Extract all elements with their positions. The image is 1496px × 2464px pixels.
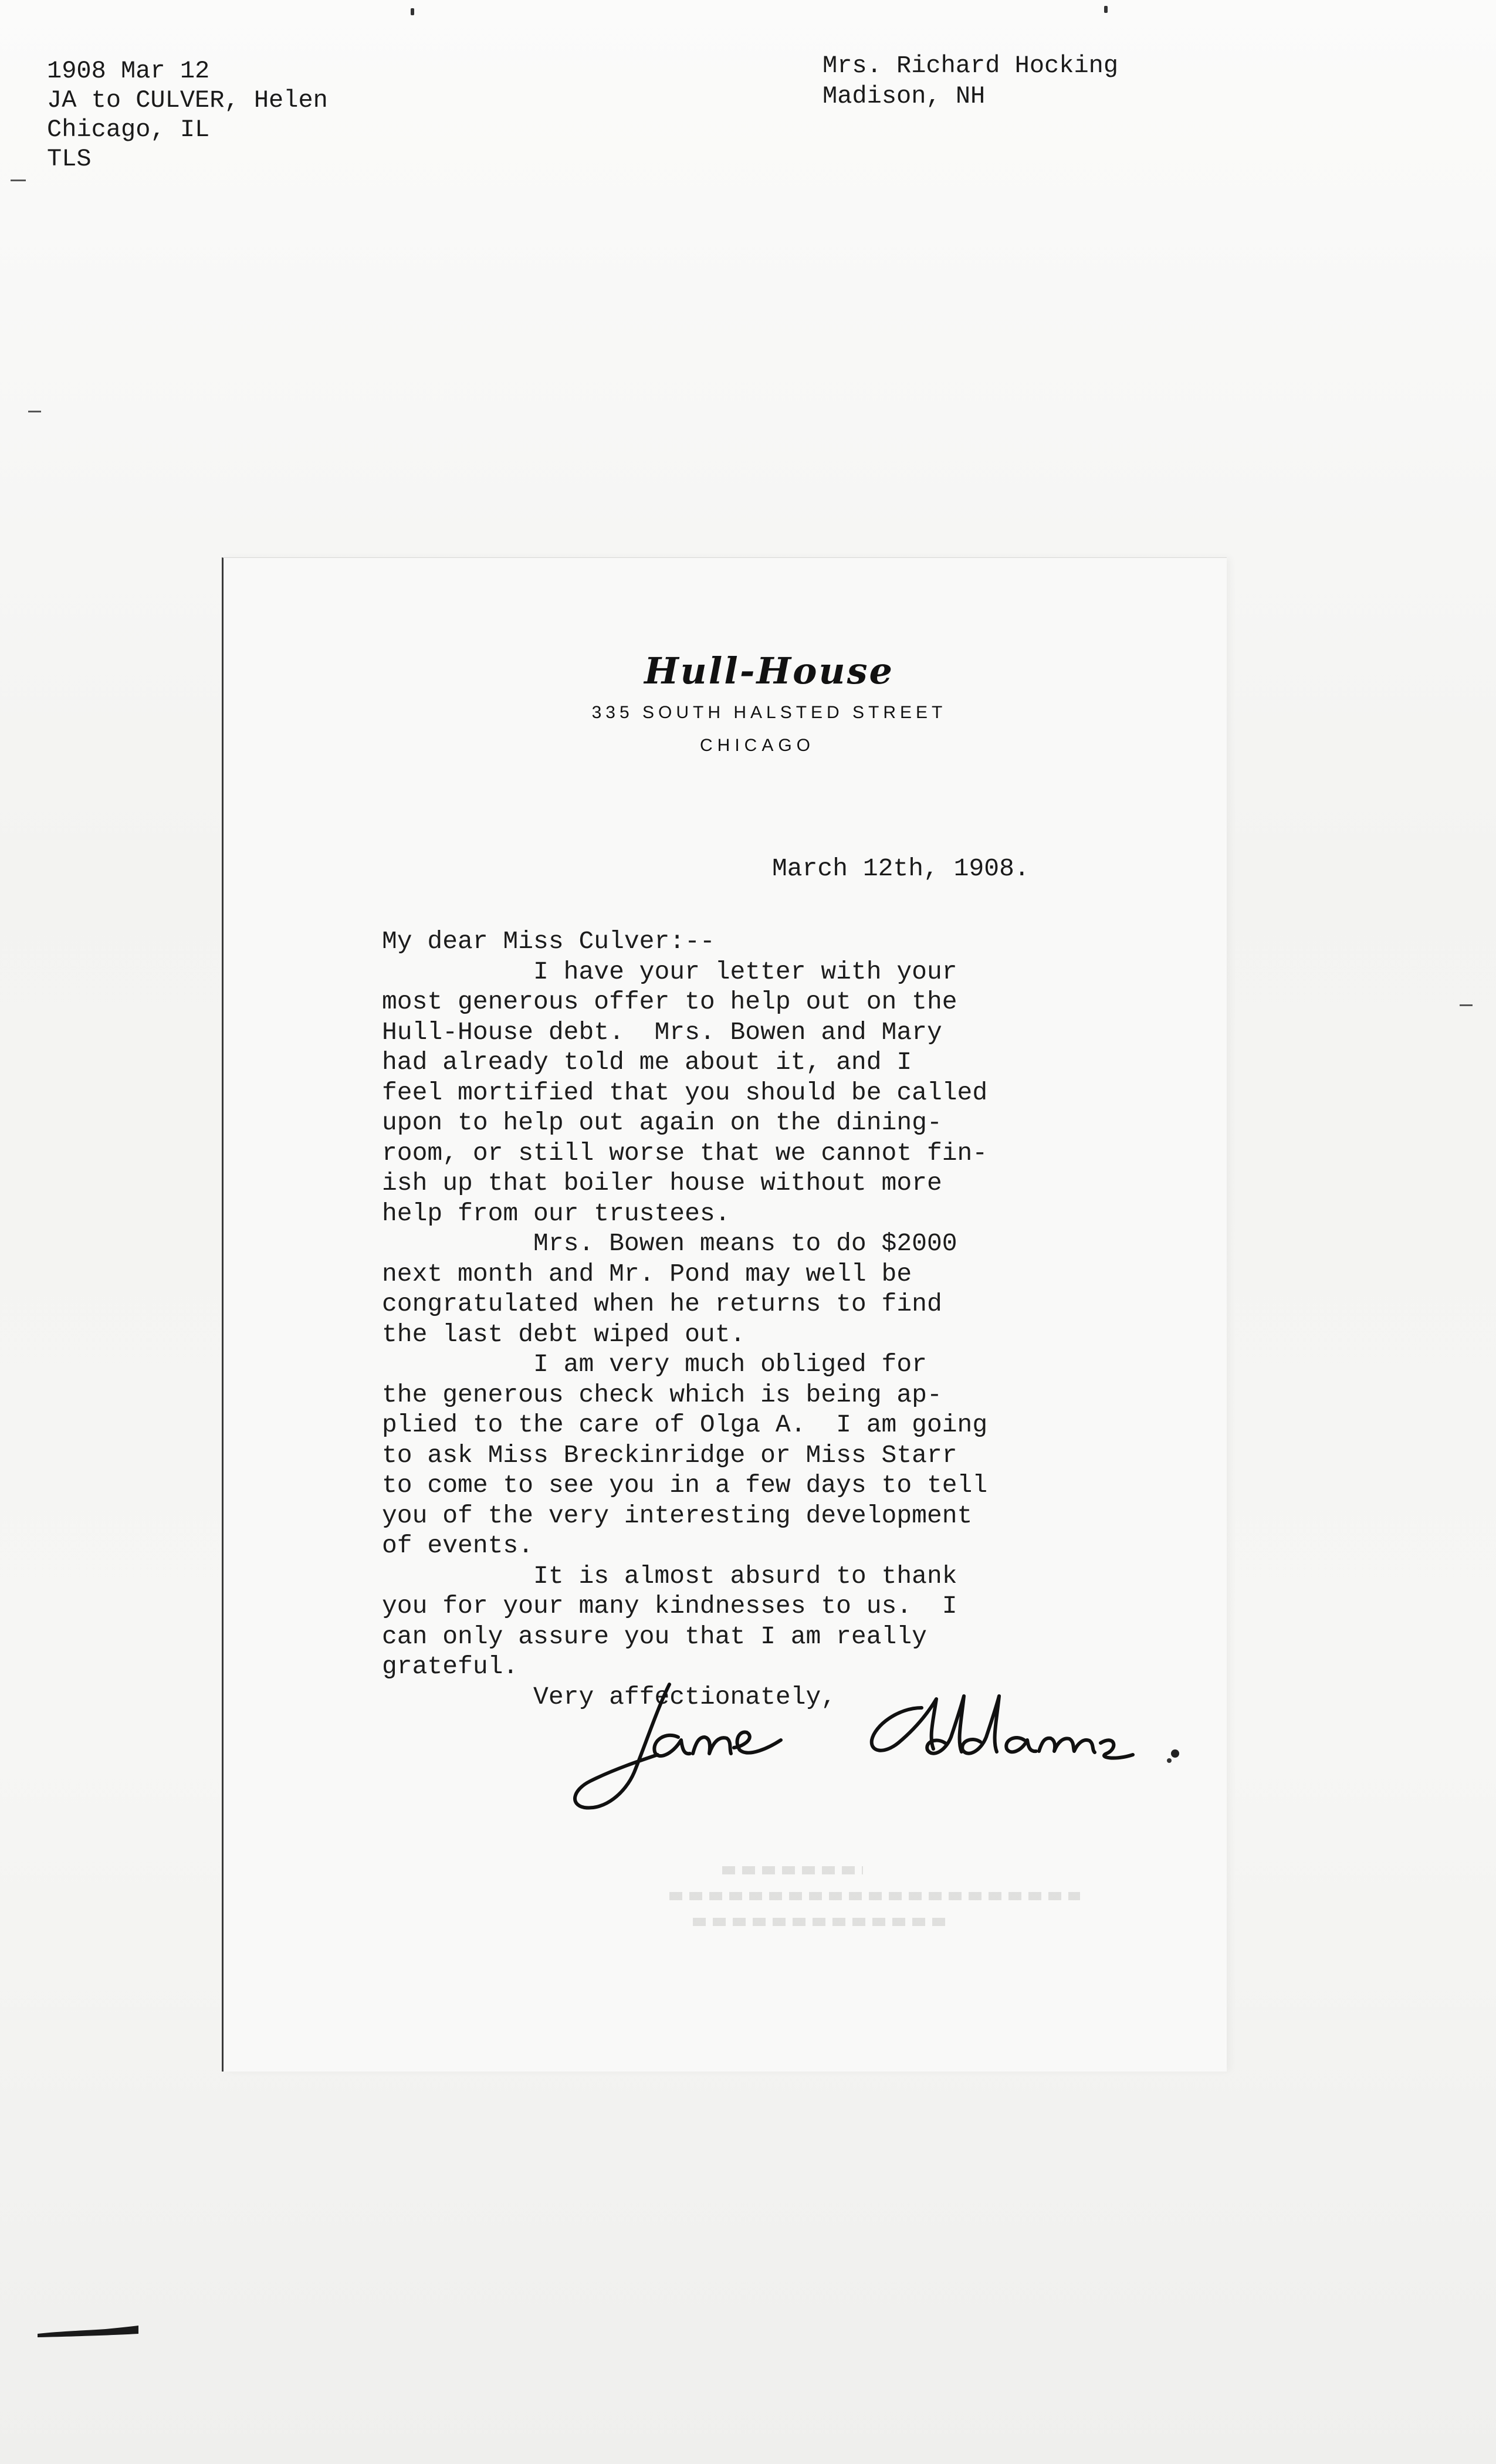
letter-line: grateful.	[382, 1652, 519, 1681]
letter-line: upon to help out again on the dining-	[382, 1108, 942, 1137]
header-place-line: Chicago, IL	[47, 116, 210, 144]
letter-line: next month and Mr. Pond may well be	[382, 1259, 912, 1288]
letter-closing: Very affectionately,	[382, 1682, 837, 1711]
letter-line: It is almost absurd to thank	[382, 1561, 957, 1590]
letter-line: I am very much obliged for	[382, 1350, 927, 1379]
letterhead	[224, 649, 1227, 756]
bleed-through-marks	[669, 1866, 1244, 1960]
letter-line: most generous offer to help out on the	[382, 987, 957, 1016]
letter-line: the last debt wiped out.	[382, 1319, 746, 1349]
header-date-line: 1908 Mar 12	[47, 57, 210, 85]
letter-line: to ask Miss Breckinridge or Miss Starr	[382, 1440, 957, 1470]
archive-header-right	[823, 50, 1118, 111]
header-type-line: TLS	[47, 145, 92, 173]
signature-image	[570, 1673, 1197, 1825]
archive-header-left	[47, 56, 328, 174]
letterhead-city: CHICAGO	[699, 736, 815, 755]
margin-dash	[28, 411, 41, 412]
letter-line: had already told me about it, and I	[382, 1048, 912, 1077]
speck-mark	[411, 8, 414, 15]
letter-line: plied to the care of Olga A. I am going	[382, 1410, 988, 1439]
margin-dash	[11, 180, 26, 181]
letter-line: Hull-House debt. Mrs. Bowen and Mary	[382, 1017, 942, 1047]
letter-line: of events.	[382, 1531, 534, 1560]
letter-sheet	[222, 557, 1227, 2072]
letter-line: Mrs. Bowen means to do $2000	[382, 1229, 957, 1258]
header-location-line: Madison, NH	[823, 82, 986, 110]
header-correspondents-line: JA to CULVER, Helen	[47, 86, 328, 114]
letter-line: to come to see you in a few days to tell	[382, 1471, 988, 1500]
letter-body	[382, 926, 1180, 1712]
letter-line: room, or still worse that we cannot fin-	[382, 1138, 988, 1167]
letter-line: congratulated when he returns to find	[382, 1289, 942, 1318]
letter-line: you for your many kindnesses to us. I	[382, 1592, 957, 1620]
letter-line: you of the very interesting development	[382, 1501, 973, 1530]
letterhead-street: 335 SOUTH HALSTED STREET	[591, 703, 947, 722]
letter-line: help from our trustees.	[382, 1199, 730, 1228]
letter-line: the generous check which is being ap-	[382, 1380, 942, 1409]
scan-smear-mark	[35, 2323, 141, 2338]
letter-line: can only assure you that I am really	[382, 1622, 927, 1651]
letter-date: March 12th, 1908.	[772, 854, 1030, 883]
letter-line: I have your letter with your	[382, 957, 957, 986]
letter-line: ish up that boiler house without more	[382, 1169, 942, 1197]
speck-mark	[1104, 6, 1108, 13]
letter-line: feel mortified that you should be called	[382, 1078, 988, 1107]
header-collection-line: Mrs. Richard Hocking	[823, 52, 1119, 80]
margin-dash	[1460, 1004, 1473, 1006]
letterhead-name: Hull-House	[644, 649, 894, 692]
letter-salutation: My dear Miss Culver:--	[382, 927, 715, 956]
